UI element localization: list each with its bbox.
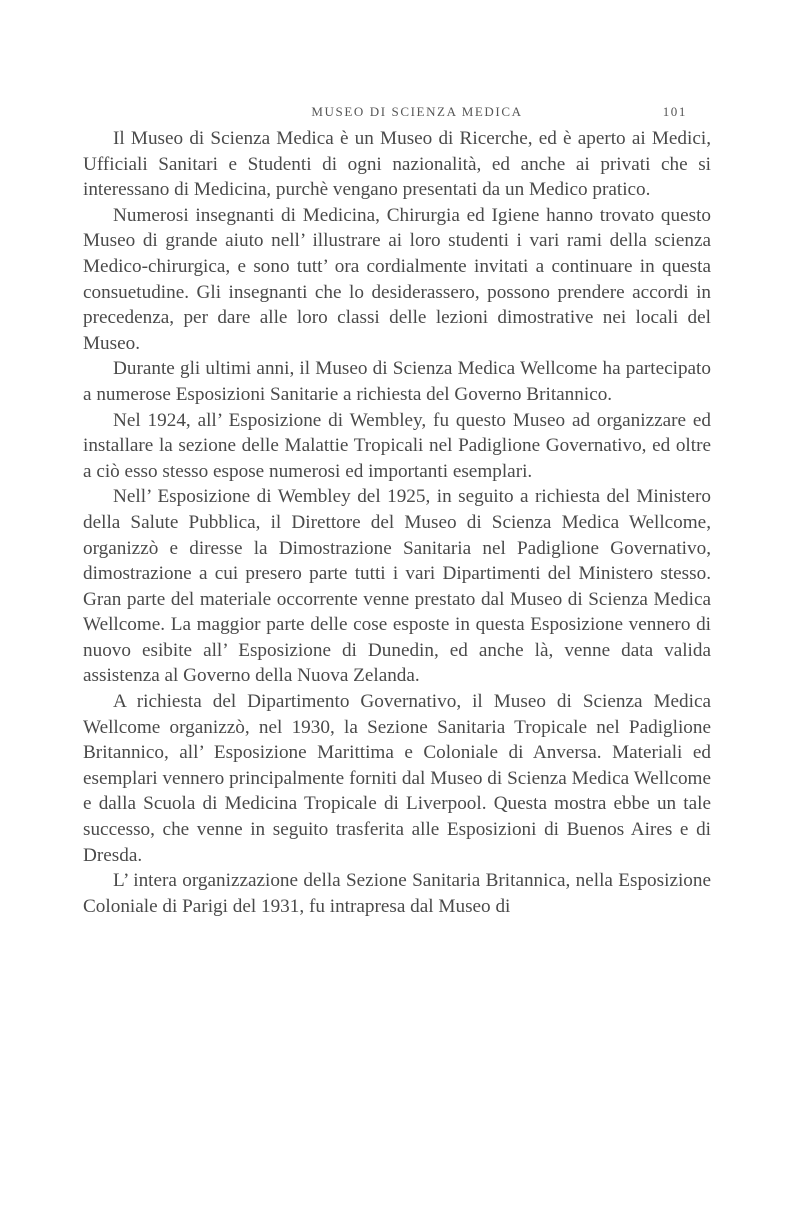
running-header bbox=[147, 104, 687, 124]
paragraph: A richiesta del Dipartimento Governativo, il Museo di Scienza Medica Wellcome organizzò, nel 1930, la Sezione Sanitaria Tropicale nel Padiglione Britannico, all’ Esposizione Marittima e Coloniale di Anversa. Materiali ed esemplari vennero principalmente forniti dal Museo di Scienza Medica Wellcome e dalla Scuola di Medicina Tropicale di Liverpool. Questa mostra ebbe un tale successo, che venne in seguito trasferita alle Esposizioni di Buenos Aires e di Dresda. bbox=[83, 691, 711, 866]
paragraph: Nel 1924, all’ Esposizione di Wembley, fu questo Museo ad organizzare ed installare la sezione delle Malattie Tropicali nel Padiglione Governativo, ed oltre a ciò esso stesso espose numerosi ed importanti esemplari. bbox=[83, 409, 711, 482]
body-text bbox=[83, 126, 711, 919]
running-title: MUSEO DI SCIENZA MEDICA bbox=[311, 104, 523, 119]
paragraph: Numerosi insegnanti di Medicina, Chirurgia ed Igiene hanno trovato questo Museo di grande aiuto nell’ illustrare ai loro studenti i vari rami della scienza Medico-chirurgica, e sono tutt’ ora cordialmente invitati a continuare in questa consuetudine. Gli insegnanti che lo desiderassero, possono prendere accordi in precedenza, per dare alle loro classi delle lezioni dimostrative nei locali del Museo. bbox=[83, 204, 711, 354]
page-number: 101 bbox=[662, 104, 687, 119]
paragraph: Durante gli ultimi anni, il Museo di Scienza Medica Wellcome ha partecipato a numerose Esposizioni Sanitarie a richiesta del Governo Britannico. bbox=[83, 358, 711, 405]
paragraph: Nell’ Esposizione di Wembley del 1925, in seguito a richiesta del Ministero della Salute Pubblica, il Direttore del Museo di Scienza Medica Wellcome, organizzò e diresse la Dimostrazione Sanitaria nel Padiglione Governativo, dimostrazione a cui presero parte tutti i vari Dipartimenti del Ministero stesso. Gran parte del materiale occorrente venne prestato dal Museo di Scienza Medica Wellcome. La maggior parte delle cose esposte in questa Esposizione vennero di nuovo esibite all’ Esposizione di Dunedin, ed anche là, venne data valida assistenza al Governo della Nuova Zelanda. bbox=[83, 486, 711, 687]
paragraph: Il Museo di Scienza Medica è un Museo di Ricerche, ed è aperto ai Medici, Ufficiali Sanitari e Studenti di ogni nazionalità, ed anche ai privati che si interessano di Medicina, purchè vengano presentati da un Medico pratico. bbox=[83, 128, 711, 201]
paragraph: L’ intera organizzazione della Sezione Sanitaria Britannica, nella Esposizione Coloniale di Parigi del 1931, fu intrapresa dal Museo di bbox=[83, 870, 711, 917]
